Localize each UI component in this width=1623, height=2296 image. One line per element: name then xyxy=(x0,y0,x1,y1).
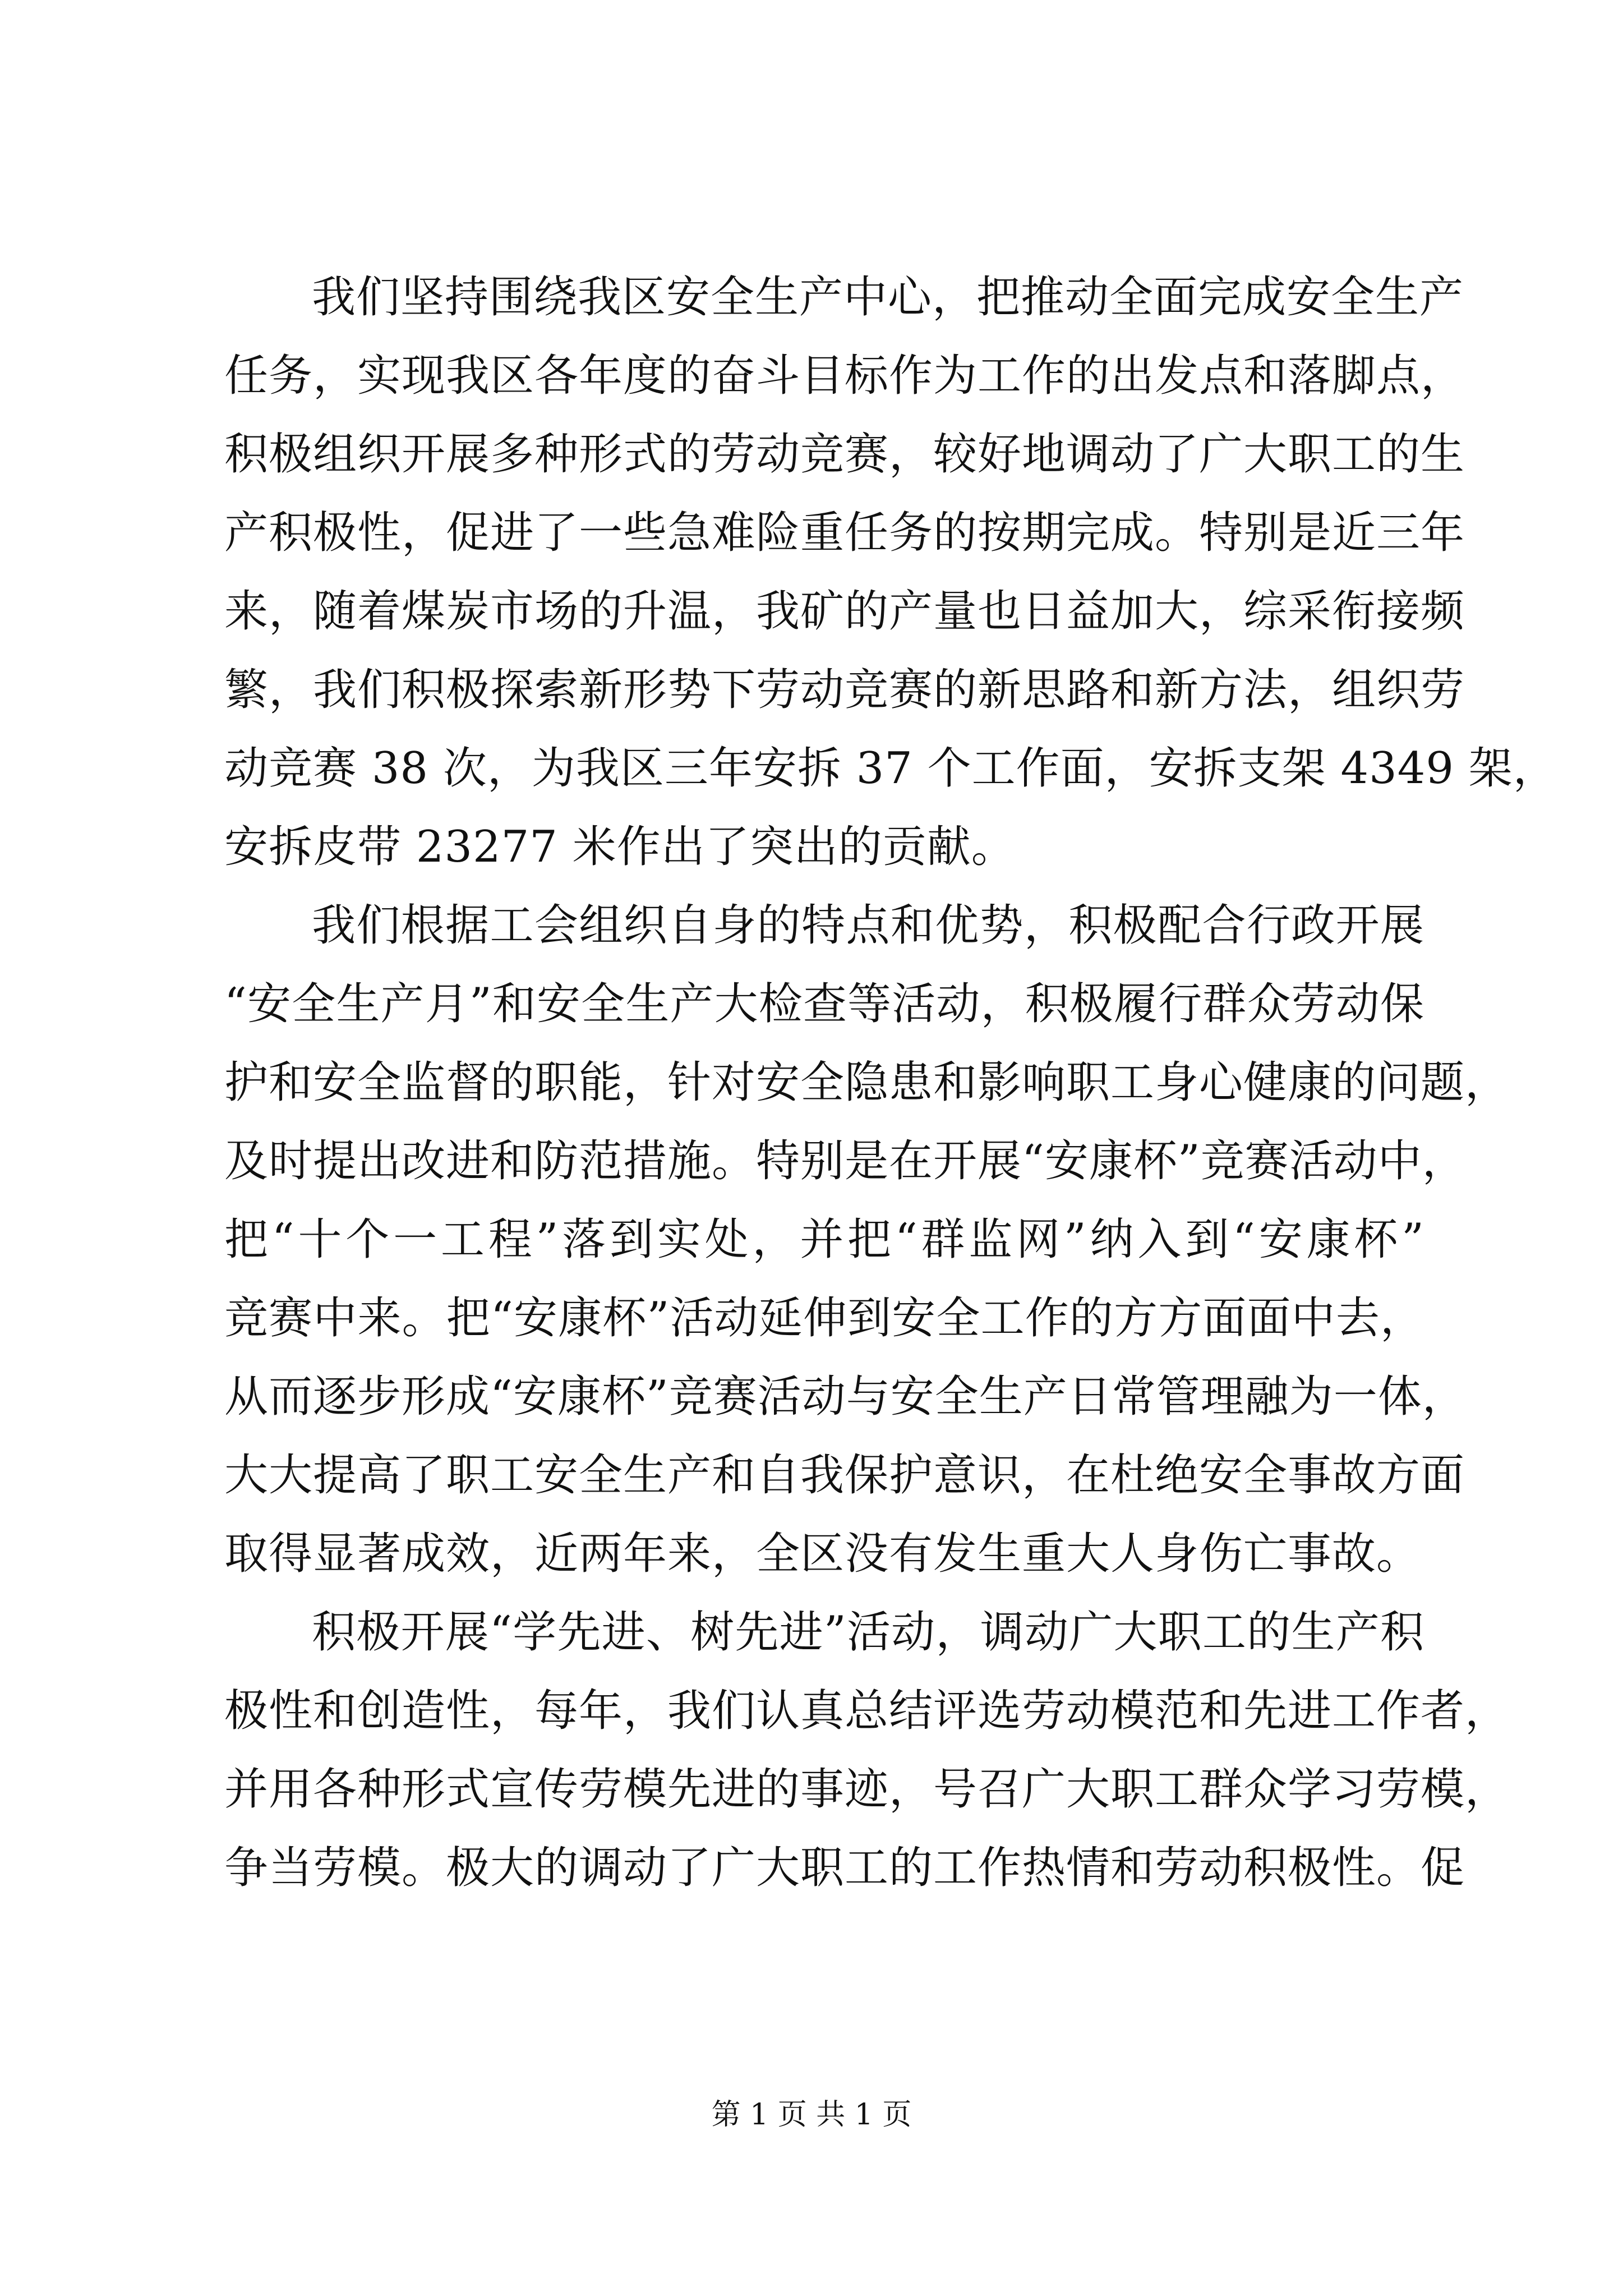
paragraph-3-line-1: 积极开展“学先进、树先进”活动，调动广大职工的生产积 xyxy=(312,1607,1424,1658)
paragraph-1-line-3: 积极组织开展多种形式的劳动竞赛，较好地调动了广大职工的生 xyxy=(224,429,1465,480)
paragraph-1-line-7: 动竞赛 38 次，为我区三年安拆 37 个工作面，安拆支架 4349 架， xyxy=(224,743,1557,794)
paragraph-2-line-9: 取得显著成效，近两年来，全区没有发生重大人身伤亡事故。 xyxy=(224,1529,1421,1579)
paragraph-2-line-5: 把“十个一工程”落到实处，并把“群监网”纳入到“安康杯” xyxy=(224,1214,1424,1265)
paragraph-2-line-6: 竞赛中来。把“安康杯”活动延伸到安全工作的方方面面中去， xyxy=(224,1293,1424,1343)
paragraph-3-line-2: 极性和创造性，每年，我们认真总结评选劳动模范和先进工作者， xyxy=(224,1686,1510,1736)
paragraph-1-line-5: 来，随着煤炭市场的升温，我矿的产量也日益加大，综采衔接频 xyxy=(224,586,1465,637)
paragraph-1-line-6: 繁，我们积极探索新形势下劳动竞赛的新思路和新方法，组织劳 xyxy=(224,665,1465,715)
page-number-footer: 第 1 页 共 1 页 xyxy=(711,2098,912,2132)
paragraph-3-line-3: 并用各种形式宣传劳模先进的事迹，号召广大职工群众学习劳模， xyxy=(224,1764,1510,1815)
document-body xyxy=(224,258,1557,1907)
paragraph-2-line-4: 及时提出改进和防范措施。特别是在开展“安康杯”竞赛活动中， xyxy=(224,1136,1467,1186)
paragraph-2-line-2: “安全生产月”和安全生产大检查等活动，积极履行群众劳动保 xyxy=(224,979,1424,1029)
paragraph-1-line-8: 安拆皮带 23277 米作出了突出的贡献。 xyxy=(224,822,1016,872)
paragraph-2-line-7: 从而逐步形成“安康杯”竞赛活动与安全生产日常管理融为一体， xyxy=(224,1372,1467,1422)
paragraph-2-line-3: 护和安全监督的职能，针对安全隐患和影响职工身心健康的问题， xyxy=(224,1057,1510,1108)
paragraph-3-line-4: 争当劳模。极大的调动了广大职工的工作热情和劳动积极性。促 xyxy=(224,1843,1465,1893)
paragraph-1-line-1: 我们坚持围绕我区安全生产中心，把推动全面完成安全生产 xyxy=(312,272,1464,323)
paragraph-1-line-2: 任务，实现我区各年度的奋斗目标作为工作的出发点和落脚点， xyxy=(224,351,1465,401)
paragraph-2-line-8: 大大提高了职工安全生产和自我保护意识，在杜绝安全事故方面 xyxy=(224,1450,1465,1501)
paragraph-1-line-4: 产积极性，促进了一些急难险重任务的按期完成。特别是近三年 xyxy=(224,508,1465,558)
paragraph-2-line-1: 我们根据工会组织自身的特点和优势，积极配合行政开展 xyxy=(312,900,1424,951)
